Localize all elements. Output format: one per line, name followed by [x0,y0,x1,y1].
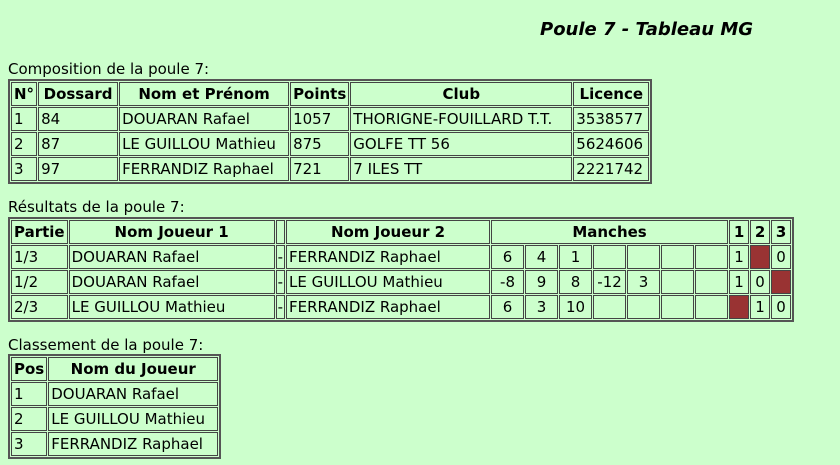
header-partie: Partie [11,220,68,244]
cell-club: THORIGNE-FOUILLARD T.T. [350,107,572,131]
cell-joueur2: FERRANDIZ Raphael [286,245,490,269]
cell-manche [661,295,694,319]
composition-row [11,157,649,181]
cell-points: 875 [290,132,349,156]
cell-manche: 3 [627,270,660,294]
cell-pos: 1 [11,382,47,406]
cell-club: 7 ILES TT [350,157,572,181]
header-club: Club [350,82,572,106]
cell-score-self [771,270,791,294]
header-dossard: Dossard [38,82,118,106]
composition-table [8,79,652,184]
cell-dossard: 84 [38,107,118,131]
ranking-header-row [11,357,218,381]
cell-manche: 8 [559,270,592,294]
cell-manche [695,245,728,269]
header-joueur2: Nom Joueur 2 [286,220,490,244]
cell-points: 721 [290,157,349,181]
results-table [8,217,794,322]
cell-score-3: 0 [771,245,791,269]
header-nom-joueur: Nom du Joueur [48,357,218,381]
ranking-row [11,432,218,456]
results-header-row [11,220,791,244]
result-row [11,270,791,294]
cell-manche [695,270,728,294]
header-licence: Licence [573,82,649,106]
cell-manche [695,295,728,319]
cell-manche [661,245,694,269]
cell-score-self [750,245,770,269]
cell-nom-joueur: FERRANDIZ Raphael [48,432,218,456]
cell-licence: 2221742 [573,157,649,181]
cell-score-self [729,295,749,319]
cell-separator: - [276,270,285,294]
result-row [11,245,791,269]
composition-row [11,107,649,131]
cell-joueur1: LE GUILLOU Mathieu [69,295,275,319]
cell-pos: 2 [11,407,47,431]
cell-nom-joueur: LE GUILLOU Mathieu [48,407,218,431]
header-manches: Manches [491,220,728,244]
cell-nom: FERRANDIZ Raphael [119,157,289,181]
header-separator [276,220,285,244]
cell-licence: 3538577 [573,107,649,131]
ranking-table [8,354,221,459]
ranking-caption: Classement de la poule 7: [8,336,204,354]
composition-row [11,132,649,156]
cell-joueur2: FERRANDIZ Raphael [286,295,490,319]
header-nom-prenom: Nom et Prénom [119,82,289,106]
cell-score-3: 0 [771,295,791,319]
result-row [11,295,791,319]
composition-header-row [11,82,649,106]
cell-joueur1: DOUARAN Rafael [69,245,275,269]
cell-separator: - [276,245,285,269]
cell-club: GOLFE TT 56 [350,132,572,156]
cell-joueur1: DOUARAN Rafael [69,270,275,294]
header-col-3: 3 [771,220,791,244]
cell-partie: 1/3 [11,245,68,269]
cell-nom-joueur: DOUARAN Rafael [48,382,218,406]
ranking-row [11,407,218,431]
cell-manche: -8 [491,270,524,294]
cell-score-1: 1 [729,245,749,269]
cell-manche [661,270,694,294]
cell-separator: - [276,295,285,319]
cell-score-2: 0 [750,270,770,294]
cell-partie: 1/2 [11,270,68,294]
header-col-2: 2 [750,220,770,244]
cell-licence: 5624606 [573,132,649,156]
cell-numero: 1 [11,107,37,131]
header-pos: Pos [11,357,47,381]
cell-points: 1057 [290,107,349,131]
cell-manche: 1 [559,245,592,269]
cell-manche [593,245,626,269]
cell-pos: 3 [11,432,47,456]
cell-dossard: 97 [38,157,118,181]
cell-manche: -12 [593,270,626,294]
cell-score-2: 1 [750,295,770,319]
header-joueur1: Nom Joueur 1 [69,220,275,244]
cell-manche: 4 [525,245,558,269]
composition-caption: Composition de la poule 7: [8,60,210,78]
cell-numero: 3 [11,157,37,181]
cell-nom: LE GUILLOU Mathieu [119,132,289,156]
cell-numero: 2 [11,132,37,156]
cell-manche [627,295,660,319]
header-points: Points [290,82,349,106]
cell-dossard: 87 [38,132,118,156]
results-caption: Résultats de la poule 7: [8,198,185,216]
ranking-row [11,382,218,406]
cell-manche: 10 [559,295,592,319]
cell-score-1: 1 [729,270,749,294]
cell-manche [593,295,626,319]
page-title: Poule 7 - Tableau MG [540,19,754,40]
cell-nom: DOUARAN Rafael [119,107,289,131]
cell-manche: 3 [525,295,558,319]
cell-joueur2: LE GUILLOU Mathieu [286,270,490,294]
header-col-1: 1 [729,220,749,244]
cell-manche: 9 [525,270,558,294]
header-numero: N° [11,82,37,106]
cell-manche [627,245,660,269]
cell-manche: 6 [491,245,524,269]
cell-partie: 2/3 [11,295,68,319]
cell-manche: 6 [491,295,524,319]
